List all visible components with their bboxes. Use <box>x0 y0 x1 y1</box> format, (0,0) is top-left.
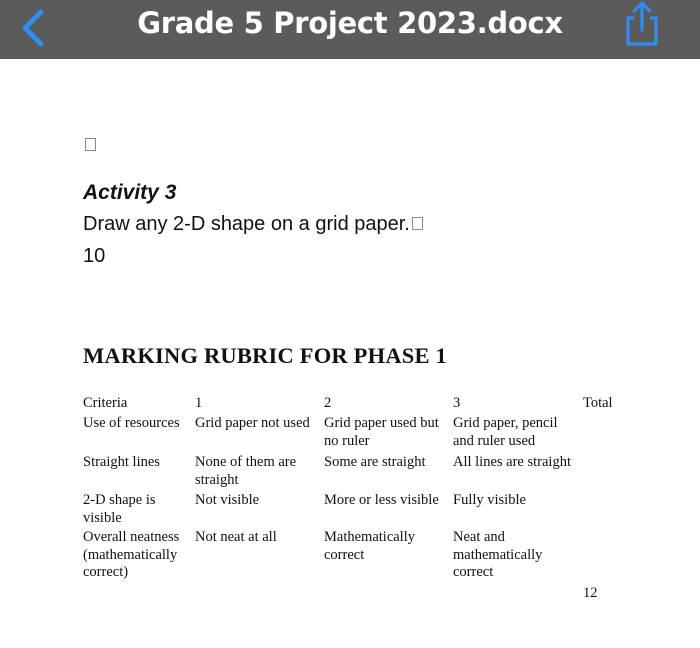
level-2-cell: More or less visible <box>324 492 439 508</box>
table-row <box>83 454 623 492</box>
level-2-cell: Grid paper used but no ruler <box>324 415 439 449</box>
level-1-cell: None of them are straight <box>195 454 297 488</box>
total-row <box>83 585 623 605</box>
level-1-cell: Grid paper not used <box>195 415 310 431</box>
header-level-3: 3 <box>453 395 461 411</box>
criteria-cell: Use of resources <box>83 415 180 431</box>
table-row <box>83 529 623 585</box>
level-3-cell: Grid paper, pencil and ruler used <box>453 415 558 449</box>
level-1-cell: Not visible <box>195 492 260 508</box>
level-3-cell: Neat and mathematically correct <box>453 529 543 580</box>
share-button[interactable] <box>618 0 666 48</box>
header-level-2: 2 <box>324 395 332 411</box>
top-bar <box>0 0 700 59</box>
header-criteria: Criteria <box>83 395 128 411</box>
criteria-cell: 2-D shape is visible <box>83 492 156 526</box>
rubric-header-row <box>83 395 623 415</box>
rubric-title: MARKING RUBRIC FOR PHASE 1 <box>83 343 447 368</box>
document-title: Grade 5 Project 2023.docx <box>137 6 563 40</box>
level-3-cell: All lines are straight <box>453 454 571 470</box>
level-2-cell: Mathematically correct <box>324 529 415 563</box>
level-3-cell: Fully visible <box>453 492 526 508</box>
criteria-cell: Straight lines <box>83 454 160 470</box>
table-row <box>83 492 623 529</box>
activity-marks: 10 <box>83 245 106 267</box>
criteria-cell: Overall neatness (mathematically correct) <box>83 529 180 580</box>
table-row <box>83 415 623 454</box>
level-2-cell: Some are straight <box>324 454 426 470</box>
missing-glyph-box <box>85 138 96 151</box>
empty-checkbox-placeholder <box>85 137 96 155</box>
header-total: Total <box>583 395 613 411</box>
header-level-1: 1 <box>195 395 203 411</box>
total-value: 12 <box>583 585 598 601</box>
activity-instruction <box>83 213 423 236</box>
activity-instruction-text: Draw any 2-D shape on a grid paper. <box>83 213 410 235</box>
share-icon <box>620 0 664 48</box>
level-1-cell: Not neat at all <box>195 529 277 545</box>
missing-glyph-box <box>412 217 423 230</box>
activity-title: Activity 3 <box>83 181 177 204</box>
